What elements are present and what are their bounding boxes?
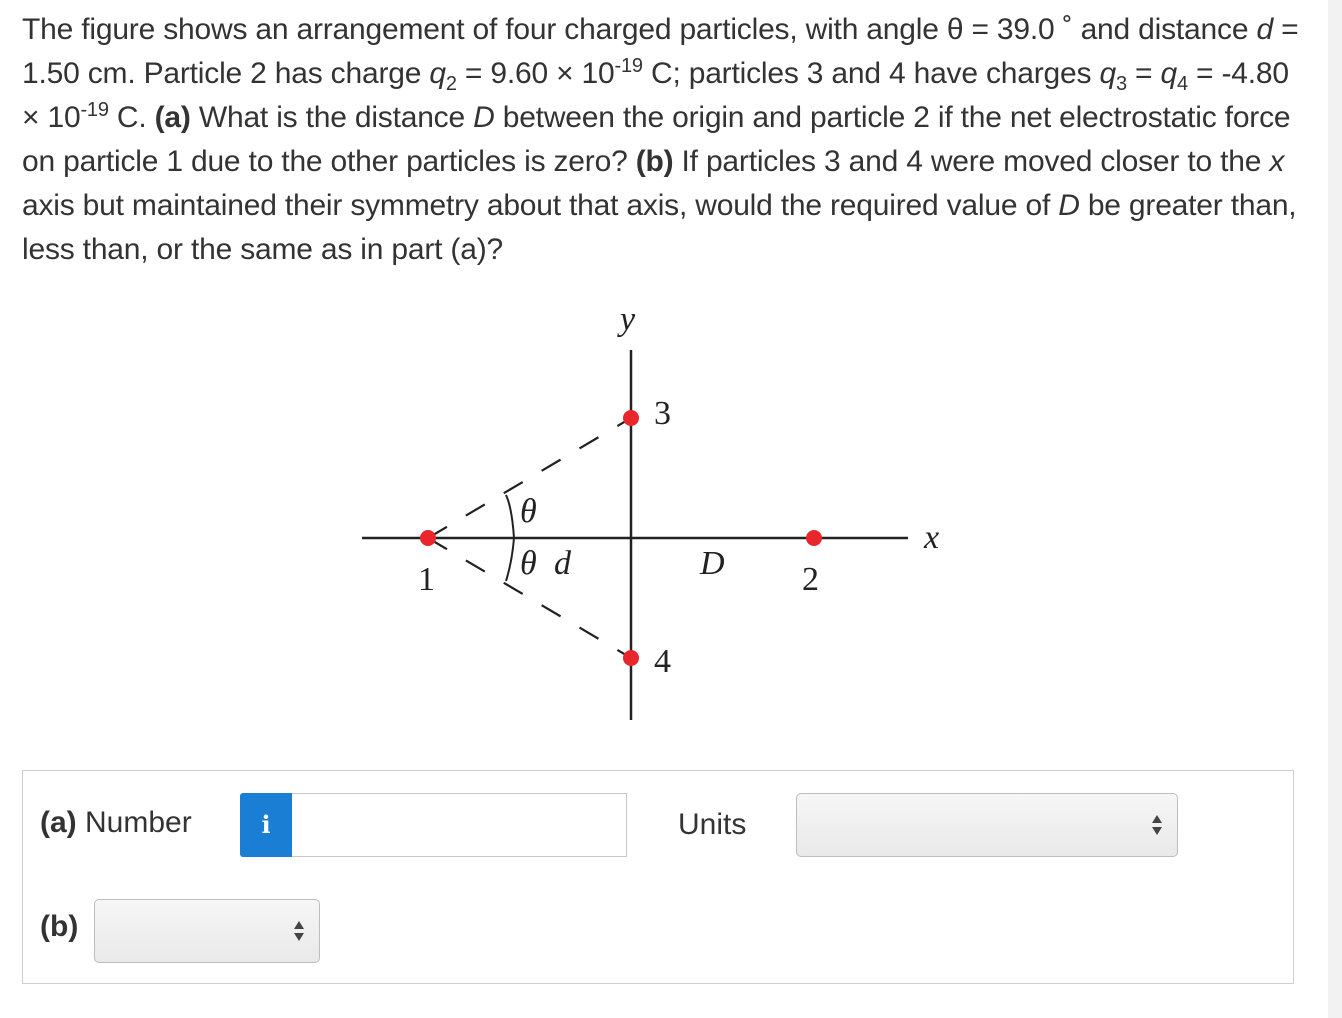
theta-arc-lower [506, 538, 514, 581]
x-axis-label: x [924, 519, 940, 556]
part-b-label: (b) [40, 910, 79, 943]
question-text: The figure shows an arrangement of four charged particles, with angle θ = 39.0 ˚ and distance d = 1.50 cm. Particle 2 has charge $q_2 = 9.60 \times 10^{-19}$ C; particles 3 and 4 have charges $q_3 = q_4 = -4.80 \times 10^{-19}$ C. (a) What is the distance D between the origin and particle 2 if the net electrostatic force on particle 1 due to the other particles is zero? (b) If particles 3 and 4 were moved closer to the x axis but maintained their symmetry about that axis, would the required value of D be greater than, less than, or the same as in part (a)? [22, 13, 1299, 266]
particle-1-label: 1 [418, 561, 435, 598]
d-label: d [554, 545, 571, 582]
updown-arrows-icon [1151, 814, 1163, 836]
units-label: Units [678, 808, 747, 841]
particle-4 [623, 650, 639, 666]
particle-3 [623, 410, 639, 426]
particle-4-label: 4 [654, 643, 671, 680]
units-select[interactable] [796, 793, 1178, 857]
particle-figure [340, 300, 960, 730]
particle-2 [806, 530, 822, 546]
particle-1 [420, 530, 436, 546]
info-icon[interactable]: i [240, 793, 292, 857]
y-axis-label: y [620, 301, 636, 338]
part-a-label: (a) Number [40, 806, 192, 839]
particle-2-label: 2 [802, 561, 819, 598]
theta-upper-label: θ [520, 493, 537, 530]
D-label: D [700, 545, 725, 582]
particle-3-label: 3 [654, 395, 671, 432]
updown-arrows-icon [293, 920, 305, 942]
theta-lower-label: θ [520, 545, 537, 582]
figure-svg [340, 300, 960, 730]
part-b-select[interactable] [94, 899, 320, 963]
number-input[interactable] [292, 793, 627, 857]
theta-arc-upper [506, 495, 514, 538]
right-scroll-gutter [1328, 0, 1342, 1018]
